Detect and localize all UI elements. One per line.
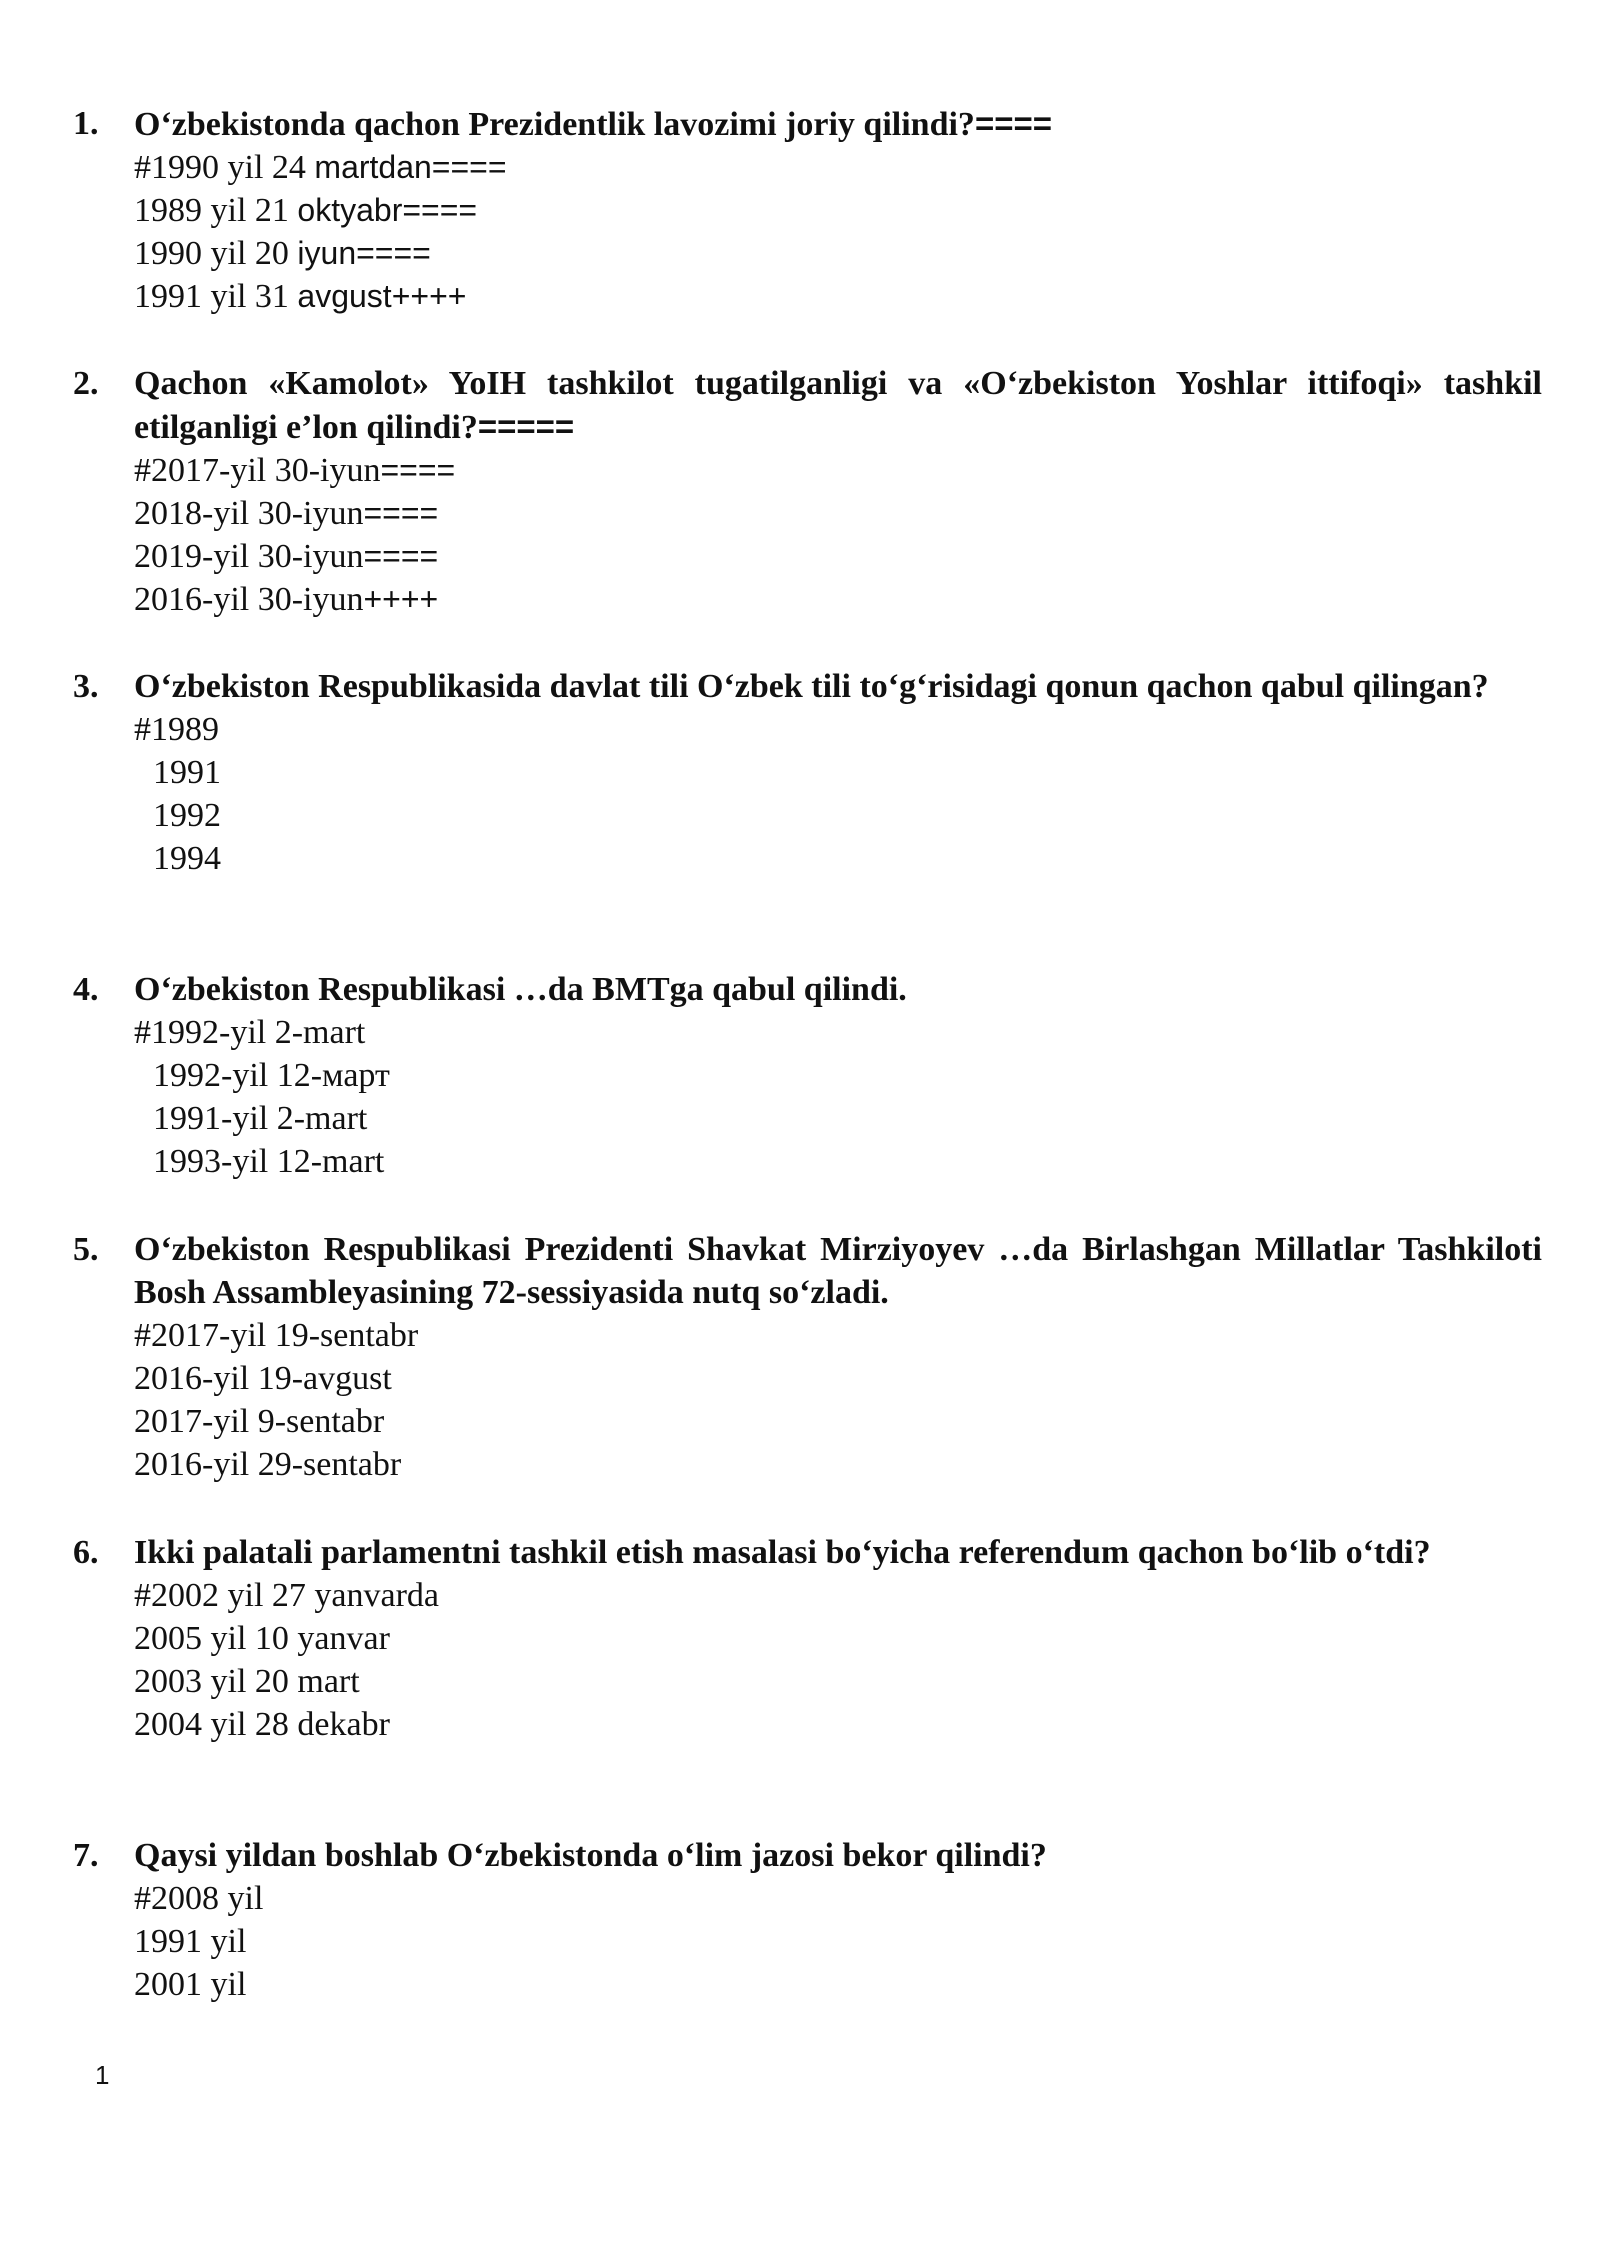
question-header bbox=[0, 665, 1542, 708]
answer-option bbox=[134, 275, 1600, 318]
answer-option-part: martdan==== bbox=[314, 149, 507, 185]
question-number: 6. bbox=[73, 1534, 99, 1571]
answer-option-part: 1989 yil 21 bbox=[134, 192, 298, 229]
question-header bbox=[0, 1228, 1542, 1314]
answer-option-part: iyun==== bbox=[297, 235, 431, 271]
answer-option bbox=[134, 232, 1600, 275]
answer-options bbox=[0, 1877, 1600, 2006]
answer-option bbox=[134, 146, 1600, 189]
question-7 bbox=[0, 1834, 1600, 2006]
answer-option: 1991 yil bbox=[134, 1923, 247, 1960]
question-number: 2. bbox=[73, 365, 99, 402]
answer-options bbox=[0, 1314, 1600, 1486]
question-4 bbox=[0, 968, 1600, 1183]
question-text: O‘zbekiston Respublikasi …da BMTga qabul qilindi. bbox=[134, 971, 907, 1008]
question-text-marker: ==== bbox=[974, 105, 1053, 142]
answer-option: 1992-yil 12-март bbox=[153, 1057, 390, 1094]
answer-option bbox=[134, 535, 1600, 578]
question-text-main: Qachon «Kamolot» YoIH tashkilot tugatilganligi va «O‘zbekiston Yoshlar ittifoqi» tashkil etilganligi e’lon qilindi? bbox=[134, 365, 1542, 446]
question-number: 3. bbox=[73, 668, 99, 705]
answer-option: 1991 bbox=[153, 754, 221, 791]
answer-option: 2016-yil 19-avgust bbox=[134, 1360, 392, 1397]
question-3 bbox=[0, 665, 1600, 880]
answer-option: 2005 yil 10 yanvar bbox=[134, 1620, 390, 1657]
page-number: 1 bbox=[95, 2060, 110, 2090]
question-header bbox=[0, 968, 1542, 1011]
answer-option bbox=[134, 189, 1600, 232]
answer-option-part: oktyabr==== bbox=[297, 192, 478, 228]
answer-option-part: 2019-yil 30-iyun bbox=[134, 538, 364, 575]
answer-option: #2002 yil 27 yanvarda bbox=[134, 1577, 439, 1614]
question-number: 4. bbox=[73, 971, 99, 1008]
question-text: Qaysi yildan boshlab O‘zbekistonda o‘lim jazosi bekor qilindi? bbox=[134, 1837, 1047, 1874]
question-2 bbox=[0, 362, 1600, 621]
answer-option: #2008 yil bbox=[134, 1880, 264, 1917]
question-number: 5. bbox=[73, 1231, 99, 1268]
answer-option: 1992 bbox=[153, 797, 221, 834]
answer-option: 2001 yil bbox=[134, 1966, 247, 2003]
answer-option: 2004 yil 28 dekabr bbox=[134, 1706, 390, 1743]
answer-option: 2017-yil 9-sentabr bbox=[134, 1403, 385, 1440]
answer-option-part: 1990 yil 20 bbox=[134, 235, 298, 272]
answer-option bbox=[134, 449, 1600, 492]
answer-options bbox=[0, 1011, 1600, 1183]
answer-option: 1993-yil 12-mart bbox=[153, 1143, 385, 1180]
answer-option-part: ==== bbox=[363, 495, 439, 531]
question-header bbox=[0, 1834, 1542, 1877]
question-header bbox=[0, 102, 1542, 146]
answer-option-part: ==== bbox=[380, 452, 456, 488]
answer-option-part: 2018-yil 30-iyun bbox=[134, 495, 364, 532]
question-text: Ikki palatali parlamentni tashkil etish masalasi bo‘yicha referendum qachon bo‘lib o‘tdi? bbox=[134, 1534, 1431, 1571]
answer-option bbox=[134, 578, 1600, 621]
answer-options bbox=[0, 708, 1600, 880]
question-text bbox=[134, 362, 1542, 449]
answer-option: 2016-yil 29-sentabr bbox=[134, 1446, 402, 1483]
answer-option bbox=[134, 492, 1600, 535]
answer-option: 1991-yil 2-mart bbox=[153, 1100, 368, 1137]
answer-option-part: avgust++++ bbox=[297, 278, 467, 314]
answer-option: #1989 bbox=[134, 711, 219, 748]
answer-option-part: 1991 yil 31 bbox=[134, 278, 298, 315]
question-text: O‘zbekiston Respublikasi Prezidenti Shavkat Mirziyoyev …da Birlashgan Millatlar Tashkiloti Bosh Assambleyasining 72-sessiyasida nutq so‘zladi. bbox=[134, 1231, 1542, 1311]
question-header bbox=[0, 1531, 1542, 1574]
answer-options bbox=[0, 1574, 1600, 1746]
answer-option: 1994 bbox=[153, 840, 221, 877]
answer-option-part: #2017-yil 30-iyun bbox=[134, 452, 381, 489]
question-number: 7. bbox=[73, 1837, 99, 1874]
answer-option: #1992-yil 2-mart bbox=[134, 1014, 366, 1051]
answer-options bbox=[0, 146, 1600, 318]
answer-option-part: ++++ bbox=[363, 581, 439, 617]
answer-option: 2003 yil 20 mart bbox=[134, 1663, 360, 1700]
question-5 bbox=[0, 1228, 1600, 1486]
answer-option-part: ==== bbox=[363, 538, 439, 574]
question-header bbox=[0, 362, 1542, 449]
question-text bbox=[134, 102, 1542, 146]
question-6 bbox=[0, 1531, 1600, 1746]
question-text: O‘zbekiston Respublikasida davlat tili O‘zbek tili to‘g‘risidagi qonun qachon qabul qilingan? bbox=[134, 668, 1489, 705]
question-number: 1. bbox=[73, 105, 99, 142]
question-text-main: O‘zbekistonda qachon Prezidentlik lavozimi joriy qilindi? bbox=[134, 106, 975, 143]
answer-options bbox=[0, 449, 1600, 621]
answer-option-part: 2016-yil 30-iyun bbox=[134, 581, 364, 618]
answer-option-part: #1990 yil 24 bbox=[134, 149, 315, 186]
question-1 bbox=[0, 102, 1600, 318]
question-text-marker: ===== bbox=[477, 408, 575, 445]
answer-option: #2017-yil 19-sentabr bbox=[134, 1317, 419, 1354]
